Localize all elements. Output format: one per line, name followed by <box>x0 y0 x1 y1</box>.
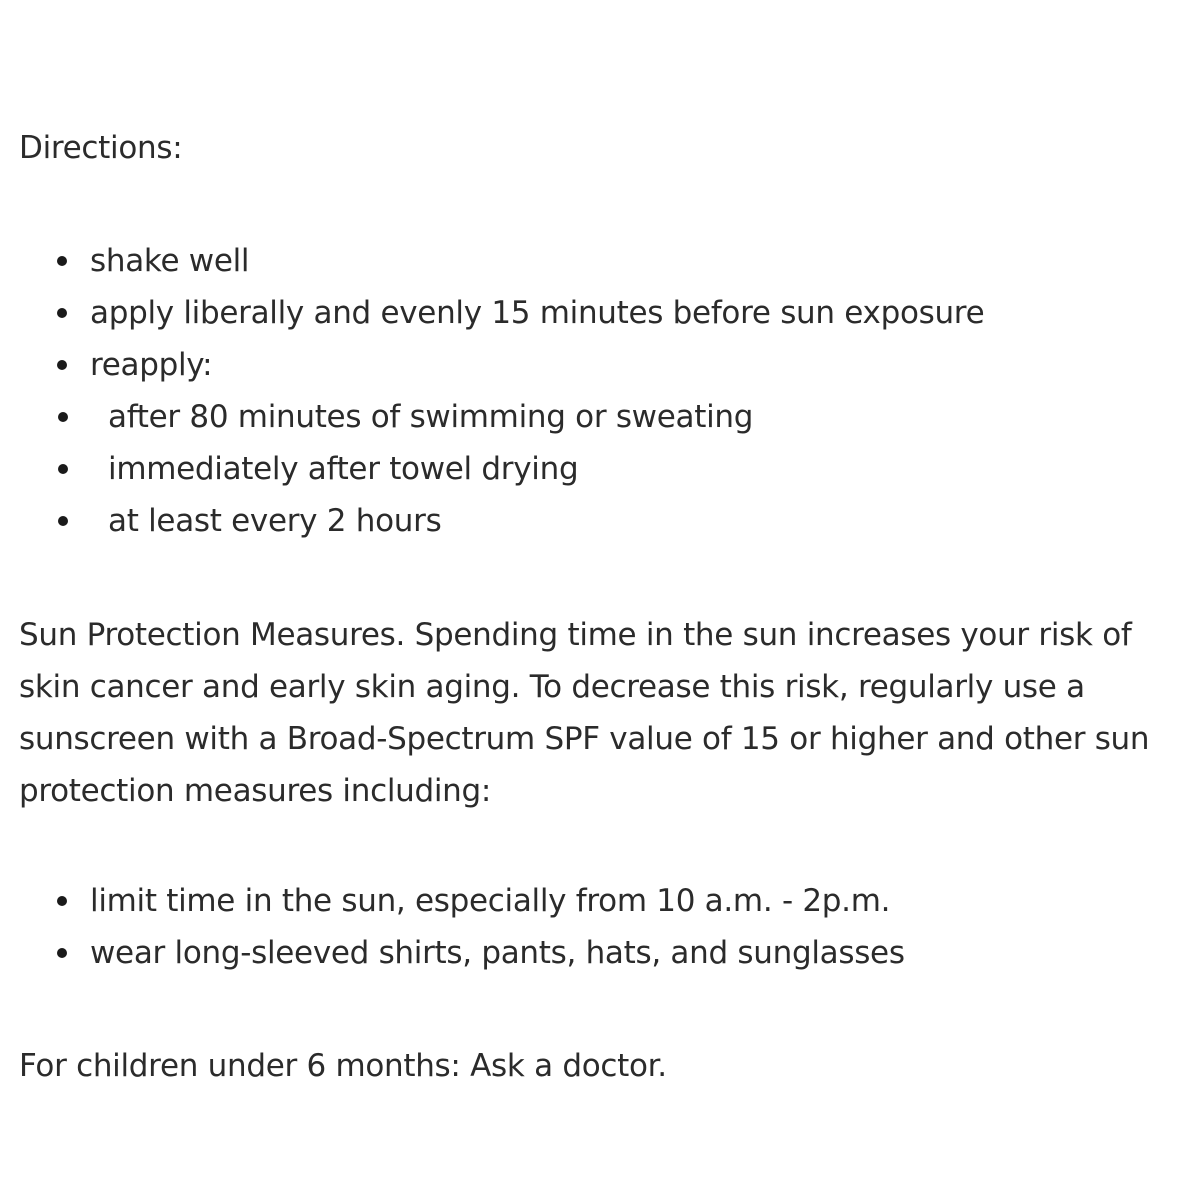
list-item-text: immediately after towel drying <box>108 451 579 487</box>
list-item-text: limit time in the sun, especially from 10 a.m. - 2p.m. <box>90 883 891 919</box>
bullet-icon <box>58 412 68 422</box>
list-item-text: reapply: <box>90 347 213 383</box>
bullet-icon <box>58 516 68 526</box>
bullet-icon <box>58 464 68 474</box>
list-item <box>19 235 984 287</box>
directions-list <box>19 235 984 547</box>
paragraph-line: skin cancer and early skin aging. To decrease this risk, regularly use a <box>19 669 1085 705</box>
list-item <box>19 927 905 979</box>
sun-protection-paragraph <box>19 609 1194 817</box>
list-item <box>19 339 984 391</box>
list-item <box>19 443 984 495</box>
list-item-text: shake well <box>90 243 250 279</box>
bullet-icon <box>57 360 67 370</box>
paragraph-line: sunscreen with a Broad-Spectrum SPF value of 15 or higher and other sun <box>19 721 1150 757</box>
bullet-icon <box>57 308 67 318</box>
list-item-text: at least every 2 hours <box>108 503 442 539</box>
list-item-text: apply liberally and evenly 15 minutes before sun exposure <box>90 295 985 331</box>
protection-measures-list <box>19 875 905 979</box>
bullet-icon <box>57 256 67 266</box>
list-item <box>19 495 984 547</box>
list-item-text: after 80 minutes of swimming or sweating <box>108 399 754 435</box>
list-item <box>19 875 905 927</box>
list-item <box>19 391 984 443</box>
bullet-icon <box>57 896 67 906</box>
bullet-icon <box>57 948 67 958</box>
list-item-text: wear long-sleeved shirts, pants, hats, and sunglasses <box>90 935 905 971</box>
paragraph-line: Sun Protection Measures. Spending time in the sun increases your risk of <box>19 617 1132 653</box>
paragraph-line: protection measures including: <box>19 773 492 809</box>
children-note: For children under 6 months: Ask a doctor. <box>19 1048 667 1084</box>
directions-heading: Directions: <box>19 130 183 166</box>
list-item <box>19 287 984 339</box>
